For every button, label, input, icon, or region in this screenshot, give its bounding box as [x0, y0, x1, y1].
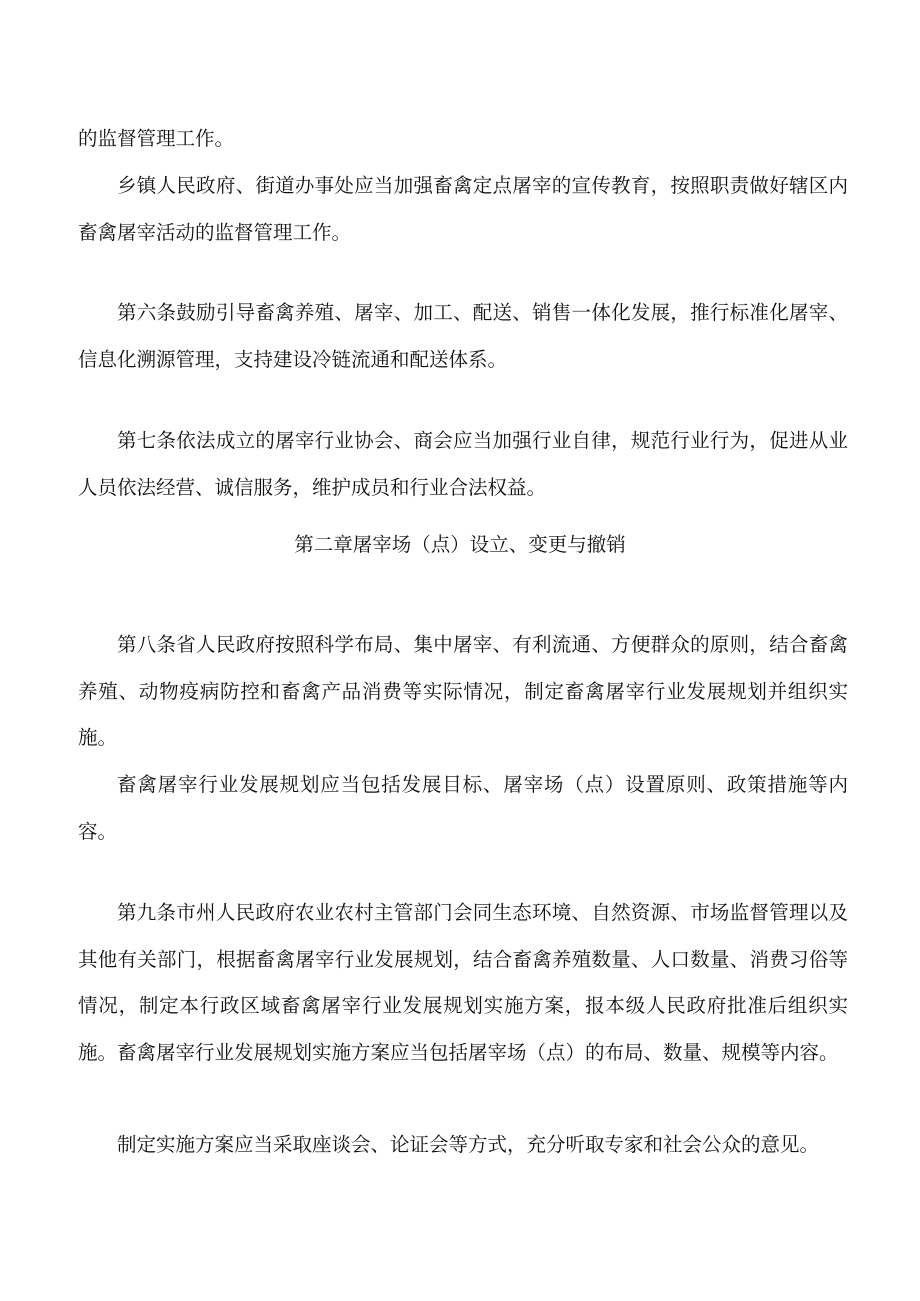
- article-8: 第八条省人民政府按照科学布局、集中屠宰、有利流通、方便群众的原则，结合畜禽养殖、动物疫病防控和畜禽产品消费等实际情况，制定畜禽屠宰行业发展规划并组织实施。: [78, 633, 848, 749]
- paragraph-township-supervision: 乡镇人民政府、街道办事处应当加强畜禽定点屠宰的宣传教育，按照职责做好辖区内畜禽屠宰活动的监督管理工作。: [78, 174, 848, 244]
- chapter-heading: 第二章屠宰场（点）设立、变更与撤销: [294, 533, 626, 556]
- paragraph-public-consultation: 制定实施方案应当采取座谈会、论证会等方式，充分听取专家和社会公众的意见。: [117, 1133, 820, 1156]
- article-6: 第六条鼓励引导畜禽养殖、屠宰、加工、配送、销售一体化发展，推行标准化屠宰、信息化溯源管理，支持建设冷链流通和配送体系。: [78, 301, 848, 371]
- paragraph-continuation: 的监督管理工作。: [78, 127, 235, 150]
- article-7: 第七条依法成立的屠宰行业协会、商会应当加强行业自律，规范行业行为，促进从业人员依法经营、诚信服务，维护成员和行业合法权益。: [78, 429, 848, 499]
- article-9: 第九条市州人民政府农业农村主管部门会同生态环境、自然资源、市场监督管理以及其他有关部门，根据畜禽屠宰行业发展规划，结合畜禽养殖数量、人口数量、消费习俗等情况，制定本行政区域畜禽屠宰行业发展规划实施方案，报本级人民政府批准后组织实施。畜禽屠宰行业发展规划实施方案应当包括屠宰场（点）的布局、数量、规模等内容。: [78, 901, 848, 1064]
- paragraph-plan-contents: 畜禽屠宰行业发展规划应当包括发展目标、屠宰场（点）设置原则、政策措施等内容。: [78, 773, 848, 843]
